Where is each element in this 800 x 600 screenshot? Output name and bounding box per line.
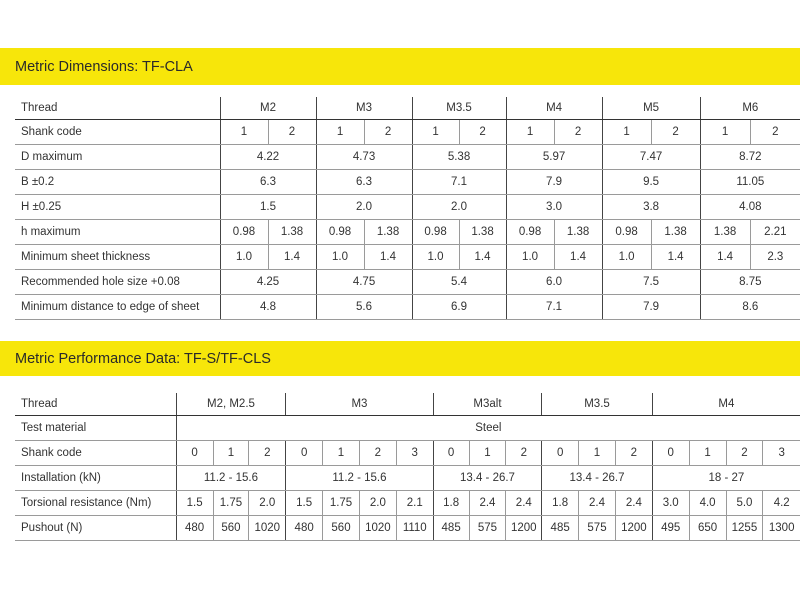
row-label: h maximum xyxy=(15,219,220,244)
table-row xyxy=(15,465,800,490)
table-cell: 1.5 xyxy=(220,194,316,219)
table-row xyxy=(15,440,800,465)
table-cell: 13.4 - 26.7 xyxy=(542,465,653,490)
table-cell: 1.4 xyxy=(651,244,700,269)
table-cell: 1.75 xyxy=(213,490,249,515)
table-row xyxy=(15,269,800,294)
table-cell: 2 xyxy=(750,119,800,144)
row-label: Test material xyxy=(15,415,176,440)
table-cell: 1 xyxy=(602,119,651,144)
thread-label: Thread xyxy=(15,97,220,119)
table-row xyxy=(15,144,800,169)
table-cell: 9.5 xyxy=(602,169,700,194)
thread-label: Thread xyxy=(15,393,176,415)
table-cell: 2.0 xyxy=(249,490,286,515)
table-cell: 1200 xyxy=(506,515,542,540)
table-cell: 1.8 xyxy=(542,490,579,515)
table-cell: 1.4 xyxy=(459,244,506,269)
table-cell: 11.05 xyxy=(700,169,800,194)
table-cell: 650 xyxy=(689,515,726,540)
row-label: Recommended hole size +0.08 xyxy=(15,269,220,294)
table-cell: 2 xyxy=(359,440,396,465)
row-label: Pushout (N) xyxy=(15,515,176,540)
table-cell: 2.4 xyxy=(469,490,506,515)
row-label: Minimum distance to edge of sheet xyxy=(15,294,220,319)
table-cell: 1 xyxy=(412,119,459,144)
thread-header-m6: M6 xyxy=(700,97,800,119)
table-row xyxy=(15,294,800,319)
table-cell: 3 xyxy=(763,440,800,465)
table-cell: 560 xyxy=(213,515,249,540)
table-row xyxy=(15,219,800,244)
table-row xyxy=(15,169,800,194)
table-cell: 11.2 - 15.6 xyxy=(176,465,286,490)
table-cell: 2 xyxy=(459,119,506,144)
table-cell: 2.3 xyxy=(750,244,800,269)
table-cell: 4.25 xyxy=(220,269,316,294)
table-cell: 1.4 xyxy=(364,244,412,269)
table-cell: 1110 xyxy=(396,515,433,540)
table-row xyxy=(15,194,800,219)
table-cell: 2 xyxy=(651,119,700,144)
table-cell: 1 xyxy=(689,440,726,465)
table-cell: 2 xyxy=(615,440,652,465)
table-cell: 6.3 xyxy=(220,169,316,194)
table-cell: 0.98 xyxy=(412,219,459,244)
table-cell: 480 xyxy=(286,515,323,540)
table-row xyxy=(15,97,800,119)
table-cell: 4.22 xyxy=(220,144,316,169)
table-cell: 2.4 xyxy=(579,490,616,515)
thread-header-m5: M5 xyxy=(602,97,700,119)
table-cell: 2.4 xyxy=(506,490,542,515)
row-label: B ±0.2 xyxy=(15,169,220,194)
table-row xyxy=(15,244,800,269)
table-cell: 7.5 xyxy=(602,269,700,294)
table-cell: 7.1 xyxy=(412,169,506,194)
table-cell: 18 - 27 xyxy=(652,465,800,490)
table-cell: 1.38 xyxy=(700,219,750,244)
row-label: H ±0.25 xyxy=(15,194,220,219)
table-cell: 1 xyxy=(469,440,506,465)
table-cell: 0 xyxy=(542,440,579,465)
metric-dimensions-table xyxy=(15,97,800,320)
row-label: Torsional resistance (Nm) xyxy=(15,490,176,515)
table-row xyxy=(15,490,800,515)
table-cell: 485 xyxy=(433,515,469,540)
table-cell: 13.4 - 26.7 xyxy=(433,465,542,490)
metric-performance-table xyxy=(15,393,800,541)
table-cell: 485 xyxy=(542,515,579,540)
table-cell: 1.4 xyxy=(554,244,602,269)
section-title: Metric Performance Data: TF-S/TF-CLS xyxy=(15,350,271,367)
table-cell: 0.98 xyxy=(220,219,268,244)
table-cell: 1 xyxy=(213,440,249,465)
thread-header-m3: M3 xyxy=(316,97,412,119)
table-cell: 560 xyxy=(323,515,360,540)
table-cell: 2.0 xyxy=(359,490,396,515)
table-cell: 1.0 xyxy=(316,244,364,269)
table-cell: 4.0 xyxy=(689,490,726,515)
table-cell: 4.2 xyxy=(763,490,800,515)
table-cell: 8.75 xyxy=(700,269,800,294)
table-cell: 2 xyxy=(506,440,542,465)
table-cell: 1 xyxy=(220,119,268,144)
table-cell: 3 xyxy=(396,440,433,465)
row-label: Shank code xyxy=(15,440,176,465)
table-cell: 0 xyxy=(433,440,469,465)
table-cell: 7.9 xyxy=(506,169,602,194)
table-cell: 1300 xyxy=(763,515,800,540)
table-cell: 1.38 xyxy=(459,219,506,244)
table-cell: 1.5 xyxy=(176,490,213,515)
thread-header-m3alt: M3alt xyxy=(433,393,542,415)
thread-header-m2-m2-5: M2, M2.5 xyxy=(176,393,286,415)
table-cell: 4.73 xyxy=(316,144,412,169)
table-cell: 5.97 xyxy=(506,144,602,169)
table-cell: 1 xyxy=(700,119,750,144)
table-cell: 575 xyxy=(469,515,506,540)
table-cell: 1.38 xyxy=(554,219,602,244)
table-cell: 1200 xyxy=(615,515,652,540)
table-cell: 1.8 xyxy=(433,490,469,515)
table-cell: 1020 xyxy=(359,515,396,540)
table-cell: 2 xyxy=(726,440,763,465)
table-cell: 1 xyxy=(579,440,616,465)
table-cell: 2 xyxy=(364,119,412,144)
table-cell: 6.0 xyxy=(506,269,602,294)
row-label: D maximum xyxy=(15,144,220,169)
thread-header-m3-5: M3.5 xyxy=(542,393,653,415)
table-cell: 0.98 xyxy=(506,219,554,244)
table-cell: 3.0 xyxy=(506,194,602,219)
table-cell: 11.2 - 15.6 xyxy=(286,465,434,490)
table-cell: 5.0 xyxy=(726,490,763,515)
table-cell: 1.0 xyxy=(220,244,268,269)
table-cell: 8.6 xyxy=(700,294,800,319)
table-cell: 1.4 xyxy=(700,244,750,269)
table-cell: 2 xyxy=(249,440,286,465)
table-cell: 6.9 xyxy=(412,294,506,319)
table-cell: 1.38 xyxy=(364,219,412,244)
table-cell: 4.75 xyxy=(316,269,412,294)
table-cell: 1.0 xyxy=(602,244,651,269)
table-cell: 575 xyxy=(579,515,616,540)
table-cell: 0.98 xyxy=(602,219,651,244)
table-cell: 6.3 xyxy=(316,169,412,194)
table-cell: 7.47 xyxy=(602,144,700,169)
table-cell: 8.72 xyxy=(700,144,800,169)
metric-performance-banner xyxy=(0,341,800,376)
table-cell: 2.1 xyxy=(396,490,433,515)
table-cell: 1.0 xyxy=(506,244,554,269)
table-cell: 1255 xyxy=(726,515,763,540)
thread-header-m4: M4 xyxy=(652,393,800,415)
table-cell: 1020 xyxy=(249,515,286,540)
table-row xyxy=(15,393,800,415)
table-cell: 1.4 xyxy=(268,244,316,269)
table-cell: 1 xyxy=(506,119,554,144)
row-label: Minimum sheet thickness xyxy=(15,244,220,269)
table-cell: 1.0 xyxy=(412,244,459,269)
table-row xyxy=(15,515,800,540)
table-cell: 0 xyxy=(286,440,323,465)
table-cell: 2 xyxy=(268,119,316,144)
table-cell: 2.21 xyxy=(750,219,800,244)
table-cell: 7.9 xyxy=(602,294,700,319)
table-cell: 1.38 xyxy=(268,219,316,244)
table-cell: 5.4 xyxy=(412,269,506,294)
table-cell: 4.08 xyxy=(700,194,800,219)
table-cell: 0 xyxy=(652,440,689,465)
table-cell: 480 xyxy=(176,515,213,540)
thread-header-m2: M2 xyxy=(220,97,316,119)
table-row xyxy=(15,119,800,144)
section-title: Metric Dimensions: TF-CLA xyxy=(15,58,193,75)
thread-header-m3-5: M3.5 xyxy=(412,97,506,119)
table-cell: 2 xyxy=(554,119,602,144)
table-cell: 3.0 xyxy=(652,490,689,515)
table-cell: 7.1 xyxy=(506,294,602,319)
table-cell: 1 xyxy=(323,440,360,465)
table-cell: 2.4 xyxy=(615,490,652,515)
table-cell: 3.8 xyxy=(602,194,700,219)
table-row xyxy=(15,415,800,440)
table-cell: 1.38 xyxy=(651,219,700,244)
table-cell: 1.5 xyxy=(286,490,323,515)
row-label: Installation (kN) xyxy=(15,465,176,490)
table-cell: 2.0 xyxy=(412,194,506,219)
table-cell: 4.8 xyxy=(220,294,316,319)
row-label: Shank code xyxy=(15,119,220,144)
table-cell: 5.6 xyxy=(316,294,412,319)
table-cell: 2.0 xyxy=(316,194,412,219)
table-cell: 1.75 xyxy=(323,490,360,515)
table-cell: 495 xyxy=(652,515,689,540)
table-cell: 5.38 xyxy=(412,144,506,169)
table-cell: Steel xyxy=(176,415,800,440)
thread-header-m4: M4 xyxy=(506,97,602,119)
table-cell: 0 xyxy=(176,440,213,465)
thread-header-m3: M3 xyxy=(286,393,434,415)
metric-dimensions-banner xyxy=(0,48,800,85)
table-cell: 1 xyxy=(316,119,364,144)
table-cell: 0.98 xyxy=(316,219,364,244)
